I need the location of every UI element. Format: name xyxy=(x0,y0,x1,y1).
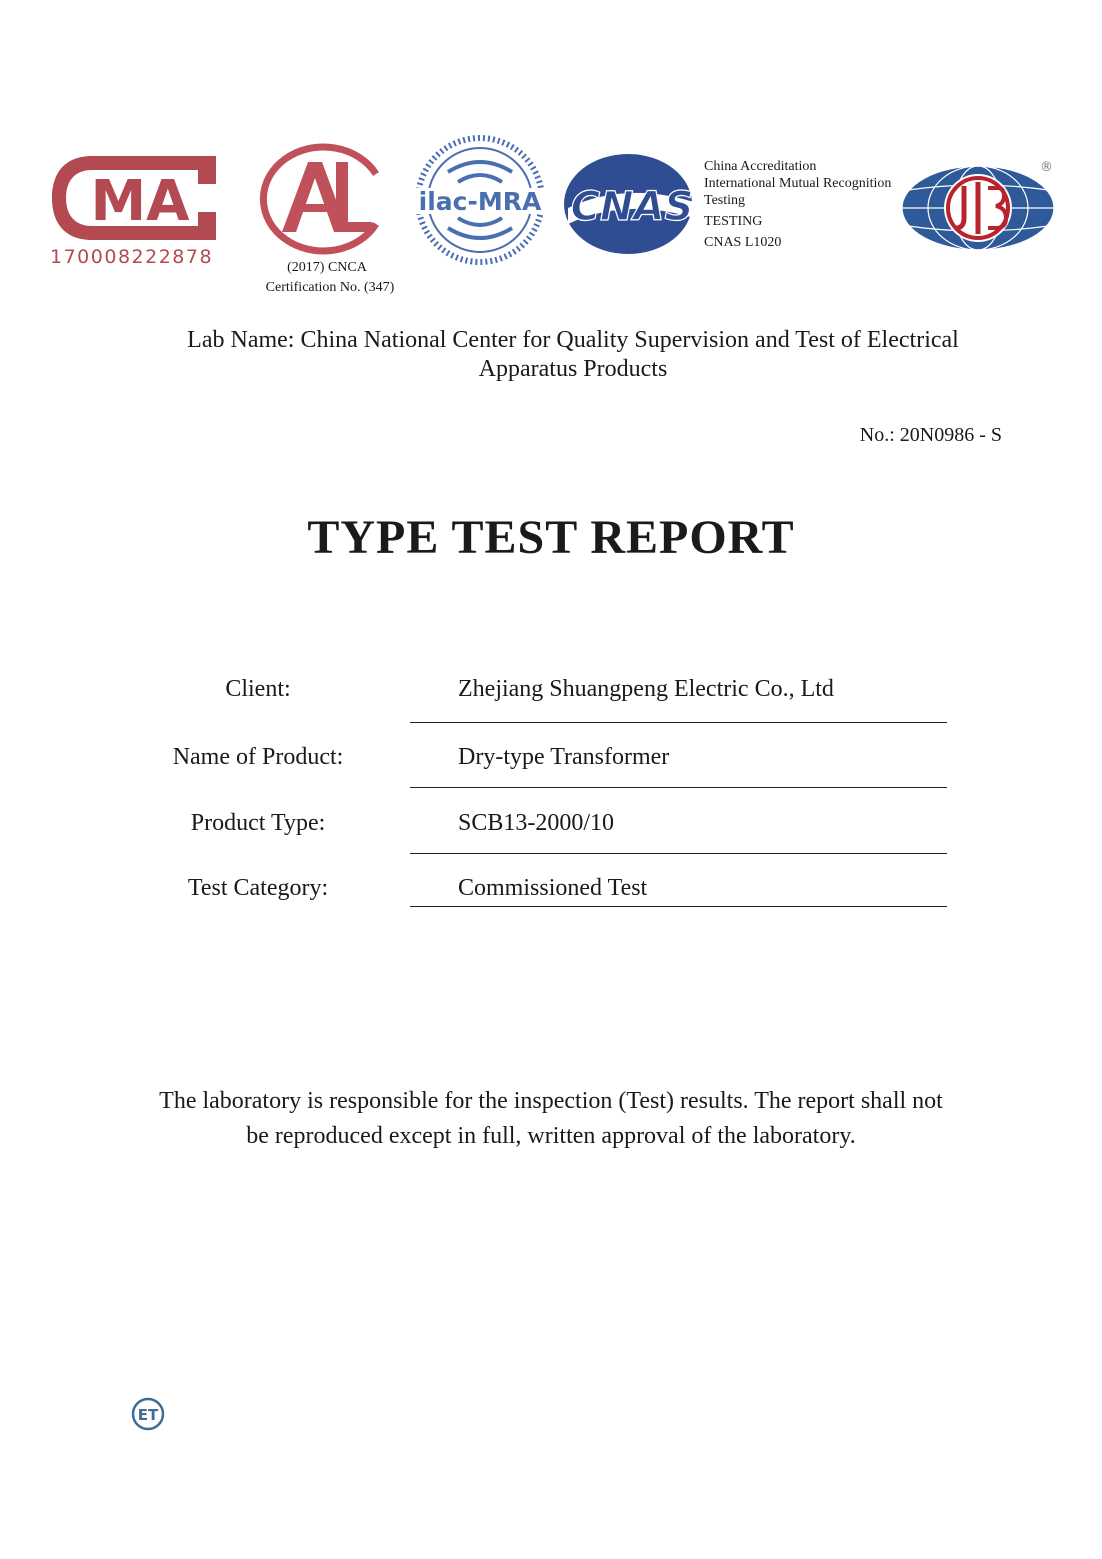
lab-name xyxy=(140,326,1006,384)
registered-mark: ® xyxy=(1040,160,1053,175)
disclaimer xyxy=(100,1084,1002,1154)
product-type-label: Product Type: xyxy=(190,810,326,836)
svg-text:ilac-MRA: ilac-MRA xyxy=(418,187,542,216)
cma-number: 170008222878 xyxy=(50,246,214,268)
svg-text:CNAS: CNAS xyxy=(570,184,694,230)
svg-text:ET: ET xyxy=(137,1406,159,1424)
cnas-accreditation-text xyxy=(704,158,891,251)
test-category-label: Test Category: xyxy=(187,875,329,901)
cnas-logo xyxy=(560,150,702,258)
product-name-value: Dry-type Transformer xyxy=(458,744,670,770)
lab-name-line2: Apparatus Products xyxy=(478,356,668,382)
test-category-underline xyxy=(410,906,947,907)
disclaimer-line2: be reproduced except in full, written approval of the laboratory. xyxy=(246,1123,856,1149)
disclaimer-line1: The laboratory is responsible for the inspection (Test) results. The report shall not xyxy=(159,1088,943,1114)
cma-logo xyxy=(48,148,224,248)
stamp-icon xyxy=(130,1396,166,1432)
client-value: Zhejiang Shuangpeng Electric Co., Ltd xyxy=(458,676,834,702)
ilac-mra-logo xyxy=(412,132,548,268)
product-type-underline xyxy=(410,853,947,854)
cnas-text-line: China Accreditation xyxy=(704,159,817,174)
cal-logo xyxy=(250,142,388,256)
lab-name-line1: Lab Name: China National Center for Quality Supervision and Test of Electrical xyxy=(187,327,959,353)
report-number: No.: 20N0986 - S xyxy=(859,424,1002,446)
product-type-value: SCB13-2000/10 xyxy=(458,810,615,836)
product-name-underline xyxy=(410,787,947,788)
cal-certificate-line1: (2017) CNCA xyxy=(287,260,367,275)
client-underline xyxy=(410,722,947,723)
product-name-label: Name of Product: xyxy=(172,744,344,770)
globe-logo xyxy=(898,160,1060,254)
cnas-text-line: International Mutual Recognition xyxy=(704,176,892,191)
cal-certificate-line2: Certification No. (347) xyxy=(265,280,395,295)
cnas-text-line: Testing xyxy=(704,193,746,208)
page-title: TYPE TEST REPORT xyxy=(307,511,795,564)
client-label: Client: xyxy=(225,676,291,702)
cnas-text-line: TESTING xyxy=(704,214,763,229)
svg-text:MA: MA xyxy=(90,169,190,234)
test-category-value: Commissioned Test xyxy=(458,875,648,901)
cnas-text-line: CNAS L1020 xyxy=(704,235,782,250)
